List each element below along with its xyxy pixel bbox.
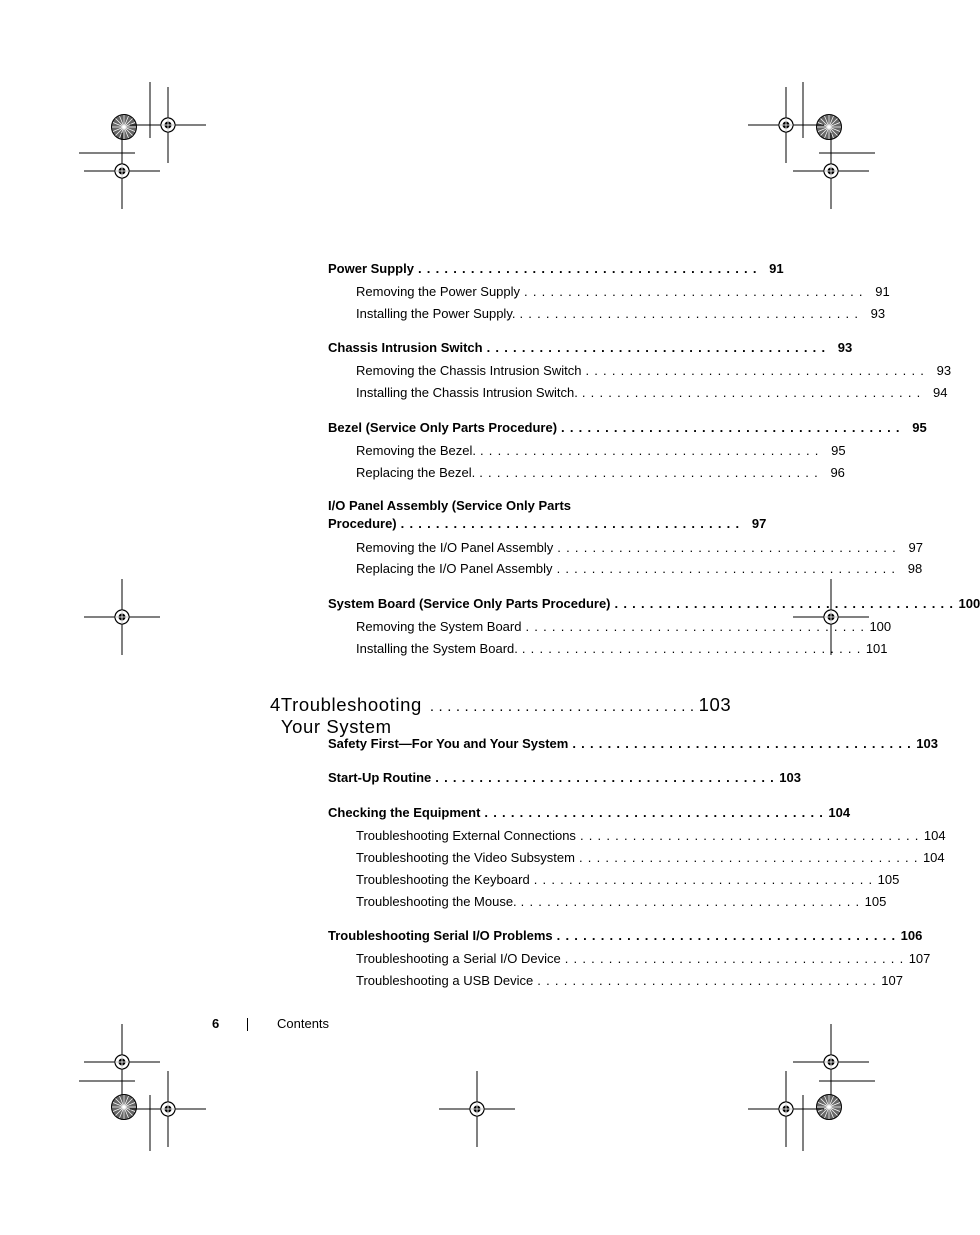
toc-entry[interactable]: Troubleshooting the Video Subsystem ....................................... 104	[356, 850, 945, 865]
footer-page-number: 6	[212, 1016, 220, 1031]
footer-section-label: Contents	[277, 1016, 330, 1031]
toc-entry[interactable]: Start-Up Routine ....................................... 103	[328, 770, 801, 785]
chapter-title: Troubleshooting Your System	[280, 694, 422, 737]
toc-entry[interactable]: Safety First—For You and Your System ....................................... 103	[328, 736, 938, 751]
toc-entry[interactable]: System Board (Service Only Parts Procedure) ....................................... 100	[328, 596, 980, 611]
toc-entry[interactable]: Removing the Power Supply ....................................... 91	[356, 284, 890, 299]
toc-entry[interactable]: Removing the Bezel. ....................................... 95	[356, 443, 846, 458]
toc-entry[interactable]: Troubleshooting the Mouse. ....................................... 105	[356, 894, 887, 909]
toc-entry[interactable]: Removing the Chassis Intrusion Switch ....................................... 93	[356, 363, 952, 378]
toc-entry[interactable]: Installing the Power Supply. ....................................... 93	[356, 306, 886, 321]
footer-divider	[247, 1018, 248, 1031]
toc-entry[interactable]: Troubleshooting External Connections ....................................... 104	[356, 828, 946, 843]
chapter-page: 103	[698, 694, 732, 715]
toc-entry[interactable]: Chassis Intrusion Switch ....................................... 93	[328, 340, 853, 355]
toc-entry[interactable]: Power Supply ....................................... 91	[328, 261, 784, 276]
toc-entry[interactable]: Installing the System Board. ....................................... 101	[356, 641, 888, 656]
toc-entry[interactable]: Troubleshooting a Serial I/O Device ....................................... 107	[356, 951, 931, 966]
toc-entry[interactable]: Replacing the Bezel. ....................................... 96	[356, 465, 845, 480]
toc-entry[interactable]: Removing the I/O Panel Assembly ....................................... 97	[356, 540, 923, 555]
toc-entry[interactable]: Troubleshooting a USB Device ....................................... 107	[356, 973, 903, 988]
toc-entry[interactable]: Bezel (Service Only Parts Procedure) ....................................... 95	[328, 420, 927, 435]
toc-entry[interactable]: Removing the System Board ....................................... 100	[356, 619, 892, 634]
toc-entry[interactable]: Checking the Equipment ....................................... 104	[328, 805, 851, 820]
chapter-number: 4	[270, 694, 281, 715]
chapter-heading[interactable]: 4 Troubleshooting Your System ............................... 103	[270, 694, 732, 737]
toc-entry[interactable]: Procedure) ....................................... 97	[328, 516, 767, 531]
toc-entry[interactable]: Troubleshooting Serial I/O Problems ....................................... 106	[328, 928, 923, 943]
toc-entry[interactable]: Troubleshooting the Keyboard ....................................... 105	[356, 872, 900, 887]
toc-entry[interactable]: Replacing the I/O Panel Assembly ....................................... 98	[356, 561, 923, 576]
toc-entry-title-line1: I/O Panel Assembly (Service Only Parts	[328, 498, 572, 513]
toc-entry[interactable]: Installing the Chassis Intrusion Switch. ....................................... 94	[356, 385, 948, 400]
